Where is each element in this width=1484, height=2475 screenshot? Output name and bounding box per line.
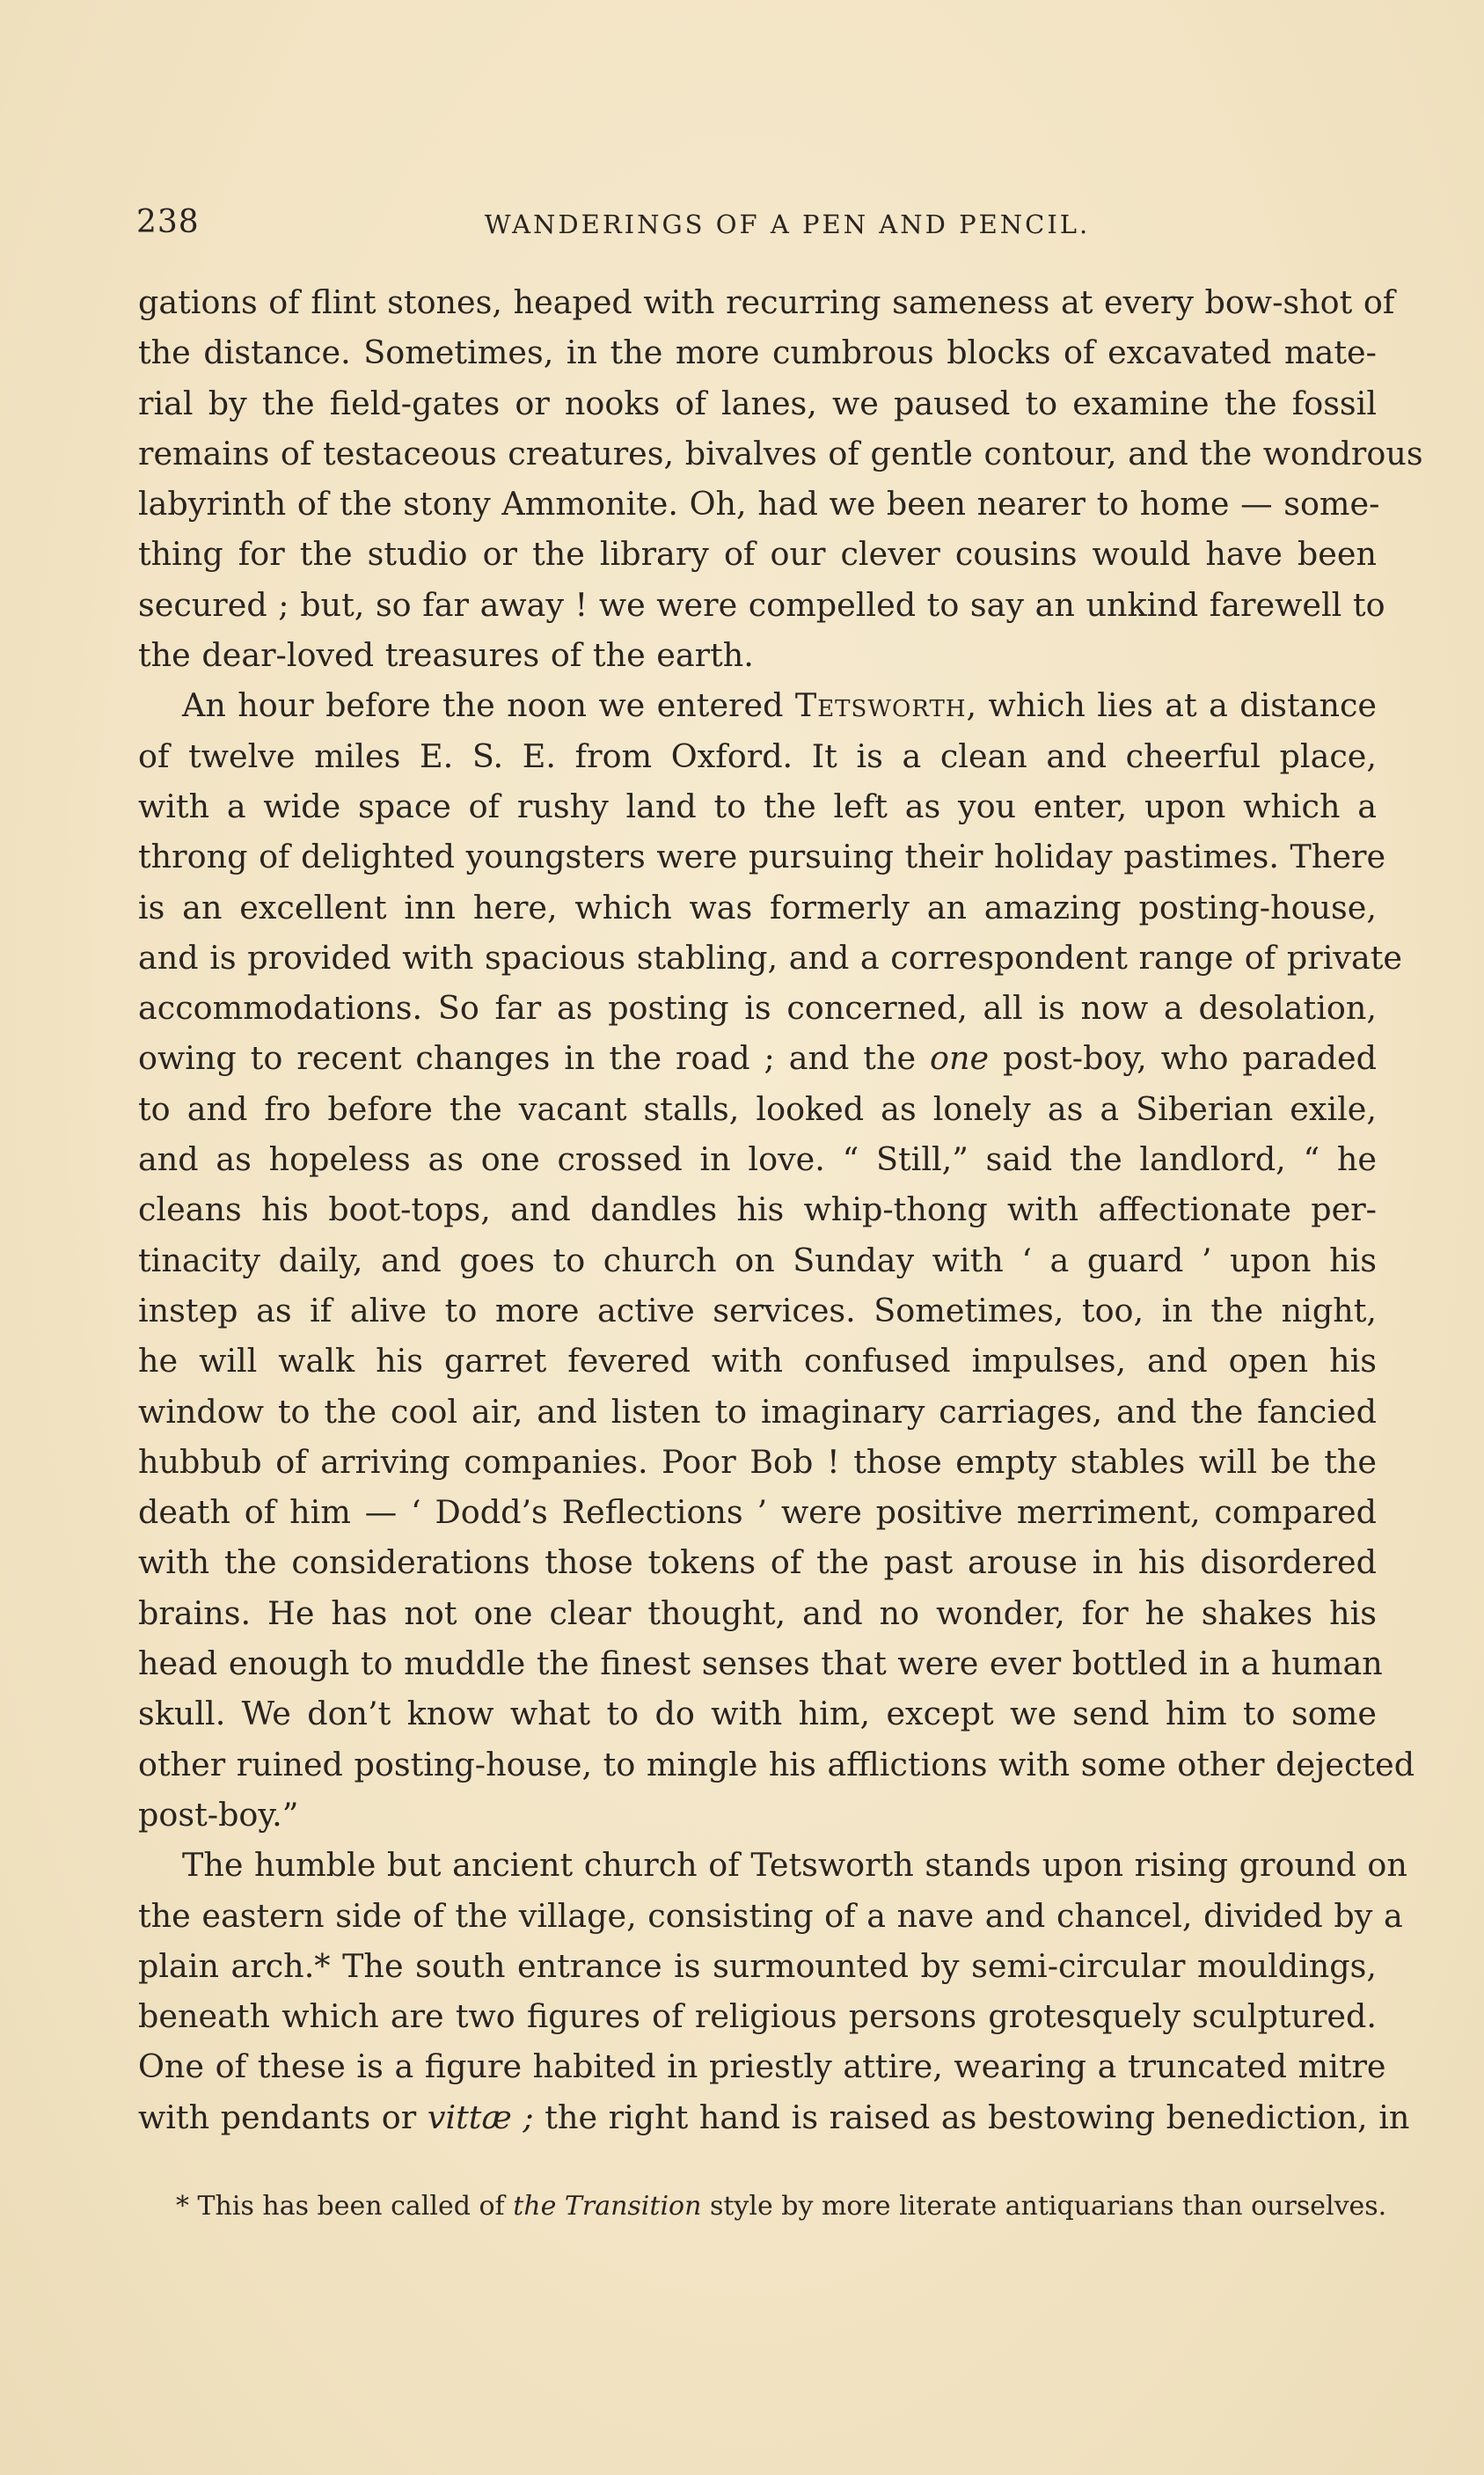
running-title: WANDERINGS OF A PEN AND PENCIL.: [484, 209, 1091, 239]
text-line: plain arch.* The south entrance is surmounted by semi-circular mouldings,: [138, 1946, 1377, 1985]
text-line: death of him — ‘ Dodd’s Reflections ’ were positive merriment, compared: [138, 1493, 1377, 1532]
text-line: cleans his boot-tops, and dandles his whip-thong with affectionate per-: [138, 1190, 1377, 1229]
page-number: 238: [136, 204, 200, 240]
text-segment: , which lies at a distance: [966, 686, 1377, 725]
text-line: and is provided with spacious stabling, and a correspondent range of private: [138, 938, 1403, 977]
text-line: The humble but ancient church of Tetsworth stands upon rising ground on: [182, 1846, 1407, 1885]
text-segment: An hour before the noon we entered: [182, 686, 795, 725]
text-line: hubbub of arriving companies. Poor Bob ! those empty stables will be the: [138, 1442, 1377, 1481]
text-line: head enough to muddle the finest senses that were ever bottled in a human: [138, 1644, 1383, 1683]
place-name-smallcaps: Tetsworth: [794, 686, 967, 725]
text-segment: the right hand is raised as bestowing benediction, in: [533, 2098, 1410, 2136]
text-line: window to the cool air, and listen to imaginary carriages, and the fancied: [138, 1392, 1377, 1431]
text-line: post-boy.”: [138, 1795, 299, 1834]
text-segment: with pendants or: [138, 2098, 428, 2136]
text-line: remains of testaceous creatures, bivalves of gentle contour, and the wondrous: [138, 434, 1423, 472]
text-line: gations of flint stones, heaped with recurring sameness at every bow-shot of: [138, 283, 1395, 321]
text-line: throng of delighted youngsters were pursuing their holiday pastimes. There: [138, 838, 1386, 876]
text-segment: post-boy, who paraded: [989, 1039, 1378, 1078]
text-line: tinacity daily, and goes to church on Sunday with ‘ a guard ’ upon his: [138, 1241, 1377, 1279]
text-line: he will walk his garret fevered with confused impulses, and open his: [138, 1342, 1377, 1380]
text-line: the eastern side of the village, consisting of a nave and chancel, divided by a: [138, 1896, 1403, 1935]
text-line: of twelve miles E. S. E. from Oxford. It is a clean and cheerful place,: [138, 736, 1377, 775]
text-line: brains. He has not one clear thought, and no wonder, for he shakes his: [138, 1593, 1377, 1632]
footnote-text: style by more literate antiquarians than ourselves.: [701, 2191, 1387, 2222]
italic-word: one: [929, 1039, 990, 1078]
text-line: to and fro before the vacant stalls, looked as lonely as a Siberian exile,: [138, 1089, 1377, 1128]
text-line: thing for the studio or the library of our clever cousins would have been: [138, 535, 1377, 574]
text-line: One of these is a figure habited in priestly attire, wearing a truncated mitre: [138, 2047, 1386, 2086]
italic-word: vittæ ;: [427, 2098, 534, 2136]
text-line: with a wide space of rushy land to the left as you enter, upon which a: [138, 787, 1377, 825]
footnote-italic: the Transition: [513, 2191, 702, 2222]
text-line: the dear-loved treasures of the earth.: [138, 636, 754, 675]
paragraph-3: [138, 1840, 1410, 2142]
text-line: secured ; but, so far away ! we were compelled to say an unkind farewell to: [138, 585, 1385, 624]
text-line: rial by the field-gates or nooks of lanes, we paused to examine the fossil: [138, 384, 1377, 422]
footnote-text: * This has been called of: [176, 2191, 514, 2222]
text-line: the distance. Sometimes, in the more cumbrous blocks of excavated mate-: [138, 333, 1377, 372]
text-line: accommodations. So far as posting is concerned, all is now a desolation,: [138, 989, 1377, 1028]
footnote: [176, 2189, 1390, 2224]
body-text: [138, 277, 1423, 2142]
paragraph-1: [138, 277, 1423, 680]
paragraph-2: [138, 680, 1415, 1840]
text-segment: owing to recent changes in the road ; and the: [138, 1039, 930, 1078]
text-line: with the considerations those tokens of the past arouse in his disordered: [138, 1543, 1377, 1582]
text-line: labyrinth of the stony Ammonite. Oh, had we been nearer to home — some-: [138, 485, 1380, 524]
text-line: beneath which are two figures of religious persons grotesquely sculptured.: [138, 1997, 1377, 2036]
text-line: instep as if alive to more active services. Sometimes, too, in the night,: [138, 1291, 1377, 1329]
text-line: [138, 1033, 1377, 1083]
text-line: and as hopeless as one crossed in love. “ Still,” said the landlord, “ he: [138, 1140, 1377, 1179]
text-line: skull. We don’t know what to do with him, except we send him to some: [138, 1695, 1377, 1733]
text-line: is an excellent inn here, which was formerly an amazing posting-house,: [138, 888, 1377, 926]
text-line: [138, 2092, 1410, 2142]
text-line: other ruined posting-house, to mingle his afflictions with some other dejected: [138, 1745, 1415, 1783]
page-header: [136, 204, 1377, 248]
text-line: [138, 680, 1377, 730]
